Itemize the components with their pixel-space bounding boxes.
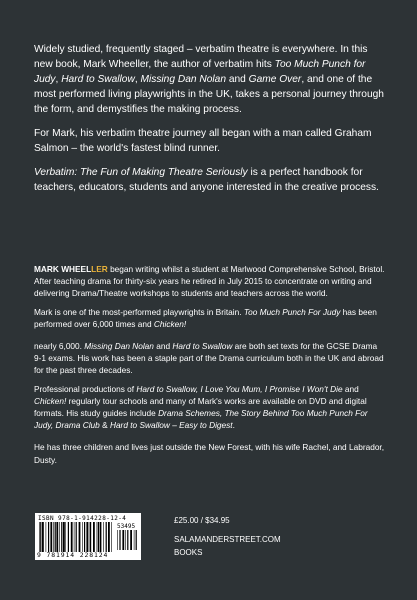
barcode-bar bbox=[55, 522, 56, 552]
italic-title: Hard to Swallow bbox=[172, 341, 233, 352]
publisher-info bbox=[174, 514, 281, 559]
isbn-barcode bbox=[35, 513, 141, 560]
barcode-bar bbox=[98, 522, 99, 552]
barcode-bar bbox=[93, 522, 95, 552]
blurb-paragraph-3 bbox=[34, 165, 386, 195]
barcode-bar bbox=[63, 522, 65, 552]
barcode-bar bbox=[42, 522, 44, 552]
barcode-bar bbox=[90, 522, 91, 552]
barcode-bar bbox=[59, 522, 60, 552]
italic-title: Drama Schemes, The Story Behind Too Much Punch For Judy, Drama Club bbox=[34, 408, 368, 431]
price-addon-bars bbox=[117, 530, 137, 550]
price-addon-digits: 53495 bbox=[117, 523, 136, 530]
author-name bbox=[34, 264, 108, 274]
barcode-bar bbox=[134, 530, 135, 550]
barcode-bar bbox=[68, 522, 69, 552]
barcode-bar bbox=[136, 530, 137, 550]
barcode-bar bbox=[111, 522, 112, 552]
barcode-bar bbox=[117, 530, 118, 550]
barcode-bar bbox=[53, 522, 54, 552]
text-segment: & bbox=[99, 420, 110, 431]
italic-title: Hard to Swallow – Easy to Digest bbox=[109, 420, 233, 431]
barcode-bar bbox=[89, 522, 90, 552]
barcode-bar bbox=[65, 522, 66, 552]
bio-paragraph-1 bbox=[34, 263, 386, 300]
barcode-bar bbox=[46, 522, 47, 552]
author-name-part-1: MARK WHEEL bbox=[34, 264, 92, 274]
barcode-bar bbox=[82, 522, 83, 552]
italic-title: Game Over bbox=[248, 74, 302, 85]
barcode-bar bbox=[130, 530, 132, 550]
italic-title: Missing Dan Nolan bbox=[140, 74, 226, 85]
text-segment: are both set texts for the GCSE Drama 9-1 exams. His work has been a staple part of the Drama curriculum both in the UK and abroad for the past three decades. bbox=[34, 341, 384, 376]
bio-paragraph-2 bbox=[34, 306, 386, 330]
barcode-bar bbox=[50, 522, 52, 552]
bio-paragraph-4 bbox=[34, 383, 386, 432]
back-cover-blurb bbox=[34, 42, 386, 204]
text-segment: Widely studied, frequently staged – verbatim theatre is everywhere. In this new book, Mark Wheeller, the author of verbatim hits bbox=[34, 44, 368, 70]
publisher-website: SALAMANDERSTREET.COM bbox=[174, 535, 281, 544]
text-segment: Professional productions of bbox=[34, 383, 137, 394]
price: £25.00 / $34.95 bbox=[174, 516, 230, 525]
italic-title: Chicken! bbox=[153, 318, 187, 329]
bio-paragraph-1-text: began writing whilst a student at Marlwood Comprehensive School, Bristol. After teaching drama for thirty-six years he retired in July 2015 to concentrate on writing and delivering Drama/Theatre workshops to students and teachers across the world. bbox=[34, 264, 385, 299]
barcode-bar bbox=[61, 522, 62, 552]
italic-title: Hard to Swallow, I Love You Mum, I Promise I Won't Die bbox=[136, 383, 343, 394]
barcode-bar bbox=[106, 522, 107, 552]
author-name-part-2: LER bbox=[91, 264, 108, 274]
barcode-bar bbox=[127, 530, 128, 550]
blurb-paragraph-1 bbox=[34, 42, 386, 117]
text-segment: Mark is one of the most-performed playwrights in Britain. bbox=[34, 306, 244, 317]
isbn-label: ISBN 978-1-914228-12-4 bbox=[38, 515, 127, 522]
text-segment: , bbox=[134, 74, 141, 85]
barcode-bar bbox=[103, 522, 104, 552]
italic-title: Chicken! bbox=[34, 395, 67, 406]
barcode-bar bbox=[79, 522, 81, 552]
text-segment: and bbox=[225, 74, 249, 85]
author-bio bbox=[34, 263, 386, 472]
barcode-bar bbox=[108, 522, 110, 552]
barcode-bar bbox=[56, 522, 58, 552]
bio-paragraph-5: He has three children and lives just outside the New Forest, with his wife Rachel, and Labrador, Dusty. bbox=[34, 442, 385, 465]
italic-title: Too Much Punch for Judy bbox=[34, 59, 366, 85]
barcode-bar bbox=[122, 530, 124, 550]
text-segment: and bbox=[342, 383, 359, 394]
barcode-bar bbox=[119, 530, 120, 550]
barcode-bar bbox=[86, 522, 88, 552]
italic-title: Missing Dan Nolan bbox=[84, 341, 154, 352]
barcode-bar bbox=[125, 530, 126, 550]
text-segment: is a perfect handbook for teachers, educators, students and anyone interested in the creative process. bbox=[34, 167, 379, 193]
barcode-bar bbox=[39, 522, 40, 552]
barcode-bar bbox=[71, 522, 73, 552]
bio-paragraph-3 bbox=[34, 340, 386, 377]
barcode-bar bbox=[40, 522, 41, 552]
barcode-bar bbox=[76, 522, 77, 552]
text-segment: and bbox=[153, 341, 173, 352]
barcode-bar bbox=[100, 522, 102, 552]
barcode-bar bbox=[84, 522, 85, 552]
text-segment: has been performed over 6,000 times and bbox=[34, 306, 377, 329]
italic-title: Too Much Punch For Judy bbox=[243, 306, 341, 317]
italic-title: Verbatim: The Fun of Making Theatre Seriously bbox=[34, 167, 248, 178]
barcode-bar bbox=[74, 522, 75, 552]
text-segment: , bbox=[55, 74, 62, 85]
text-segment: regularly tour schools and many of Mark's works are available on DVD and digital formats. His study guides include bbox=[34, 395, 367, 419]
text-segment: , and one of the most performed living playwrights in the UK, takes a personal journey through the form, and demystifies the making process. bbox=[34, 74, 384, 115]
italic-title: Hard to Swallow bbox=[61, 74, 135, 85]
publisher-imprint: BOOKS bbox=[174, 548, 203, 557]
barcode-bar bbox=[97, 522, 98, 552]
barcode-bar bbox=[48, 522, 49, 552]
text-segment: nearly 6,000. bbox=[34, 341, 85, 352]
ean-barcode-bars bbox=[39, 522, 113, 552]
ean-digits: 9 781914 228124 bbox=[37, 551, 109, 559]
text-segment: . bbox=[232, 420, 235, 431]
blurb-paragraph-2: For Mark, his verbatim theatre journey all began with a man called Graham Salmon – the world's fastest blind runner. bbox=[34, 128, 372, 154]
